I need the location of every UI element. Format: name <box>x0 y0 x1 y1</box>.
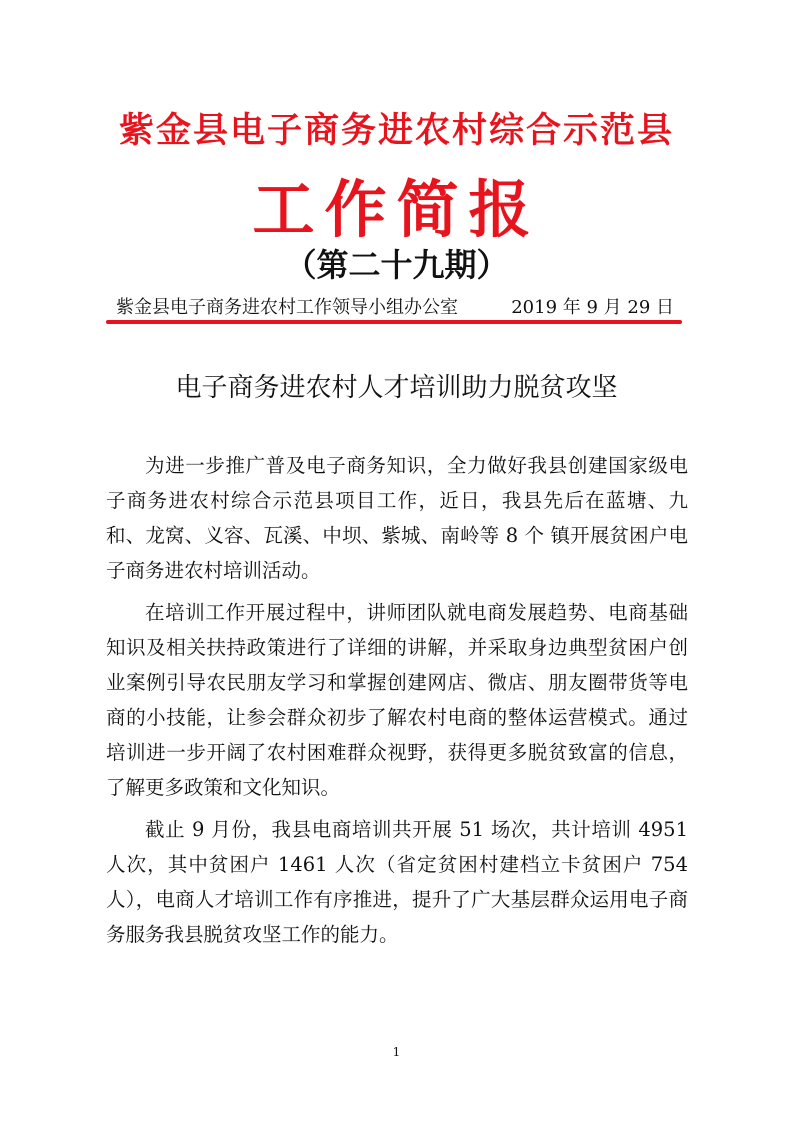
article-title: 电子商务进农村人才培训助力脱贫攻坚 <box>175 373 618 403</box>
bulletin-masthead-line1: 紫金县电子商务进农村综合示范县 <box>118 110 674 151</box>
article-body <box>106 448 688 959</box>
issue-date: 2019 年 9 月 29 日 <box>511 297 674 318</box>
paragraph: 截止 9 月份，我县电商培训共开展 51 场次，共计培训 4951 人次，其中贫困户 1461 人次（省定贫困村建档立卡贫困户 754 人），电商人才培训工作有序推进，提升了广大基层群众运用电子商务服务我县脱贫攻坚工作的能力。 <box>106 818 688 946</box>
paragraph: 为进一步推广普及电子商务知识，全力做好我县创建国家级电子商务进农村综合示范县项目工作，近日，我县先后在蓝塘、九和、龙窝、义容、瓦溪、中坝、紫城、南岭等 8 个 镇开展贫困户电子商务进农村培训活动。 <box>106 454 688 582</box>
paragraph: 在培训工作开展过程中，讲师团队就电商发展趋势、电商基础知识及相关扶持政策进行了详细的讲解，并采取身边典型贫困户创业案例引导农民朋友学习和掌握创建网店、微店、朋友圈带货等电商的小技能，让参会群众初步了解农村电商的整体运营模式。通过培训进一步开阔了农村困难群众视野，获得更多脱贫致富的信息，了解更多政策和文化知识。 <box>106 601 688 799</box>
issuer-row <box>116 293 682 317</box>
page-number: 1 <box>392 1045 401 1059</box>
issue-number: （第二十九期） <box>284 246 509 284</box>
red-divider-line <box>106 320 682 324</box>
issuing-office: 紫金县电子商务进农村工作领导小组办公室 <box>116 297 458 318</box>
bulletin-masthead-title: 工作简报 <box>252 173 541 246</box>
